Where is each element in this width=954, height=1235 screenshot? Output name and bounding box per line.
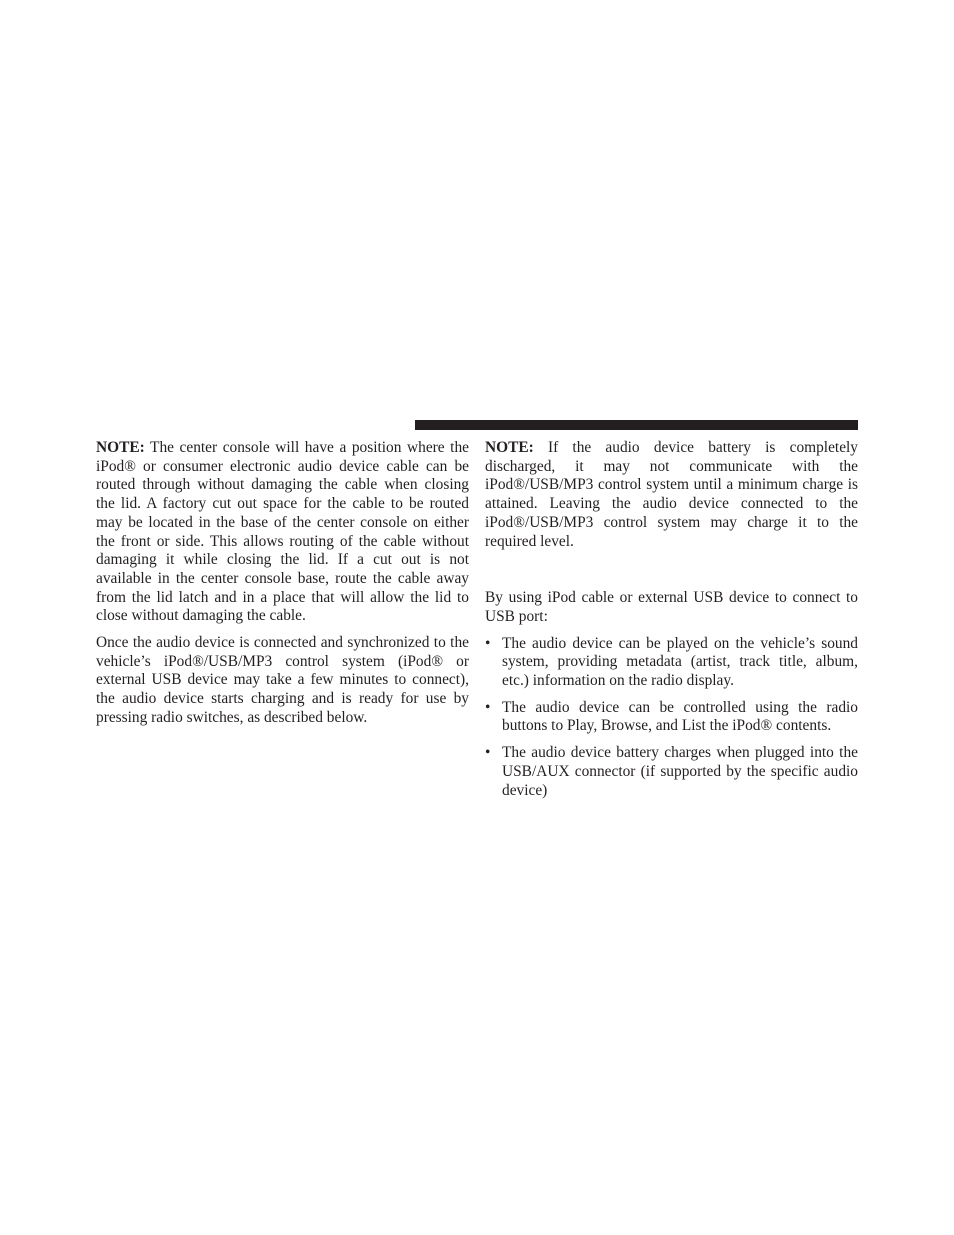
connection-paragraph: Once the audio device is connected and synchronized to the vehicle’s iPod®/USB/MP3 control system (iPod® or external USB device may take a few minutes to connect), the audio device starts charging and is ready for use by pressing radio switches, as described below. (96, 634, 469, 726)
feature-list (485, 635, 858, 801)
bullet-icon: • (485, 634, 491, 652)
section-header-bar (415, 420, 858, 430)
bullet-icon: • (485, 698, 491, 716)
list-item-text: The audio device battery charges when plugged into the USB/AUX connector (if supported by the specific audio device) (502, 744, 858, 799)
note-text: If the audio device battery is completely discharged, it may not communicate with the iPod®/USB/MP3 control system until a minimum charge is attained. Leaving the audio device connected to the iPod®/USB/MP3 control system may charge it to the required level. (485, 439, 858, 550)
note-label: NOTE: (485, 439, 534, 456)
section-spacer (485, 559, 858, 589)
list-item (485, 635, 858, 691)
list-item-text: The audio device can be played on the vehicle’s sound system, providing metadata (artist, track title, album, etc.) information on the radio display. (502, 634, 858, 690)
bullet-icon: • (485, 744, 491, 762)
note-console-cable (96, 439, 469, 626)
list-item-text: The audio device can be controlled using the radio buttons to Play, Browse, and List the iPod® contents. (502, 698, 858, 735)
note-text: The center console will have a position where the iPod® or consumer electronic audio device cable can be routed through without damaging the cable when closing the lid. A factory cut out space for the cable to be routed may be located in the base of the center console on either the front or side. This allows routing of the cable without damaging it while closing the lid. If a cut out is not available in the center console base, route the cable away from the lid latch and in a place that will allow the lid to close without damaging the cable. (96, 439, 469, 625)
right-column (485, 439, 858, 808)
left-column (96, 439, 469, 736)
list-item (485, 744, 858, 800)
note-label: NOTE: (96, 439, 145, 456)
list-item (485, 699, 858, 736)
usb-intro-paragraph: By using iPod cable or external USB device to connect to USB port: (485, 589, 858, 625)
note-battery (485, 439, 858, 551)
